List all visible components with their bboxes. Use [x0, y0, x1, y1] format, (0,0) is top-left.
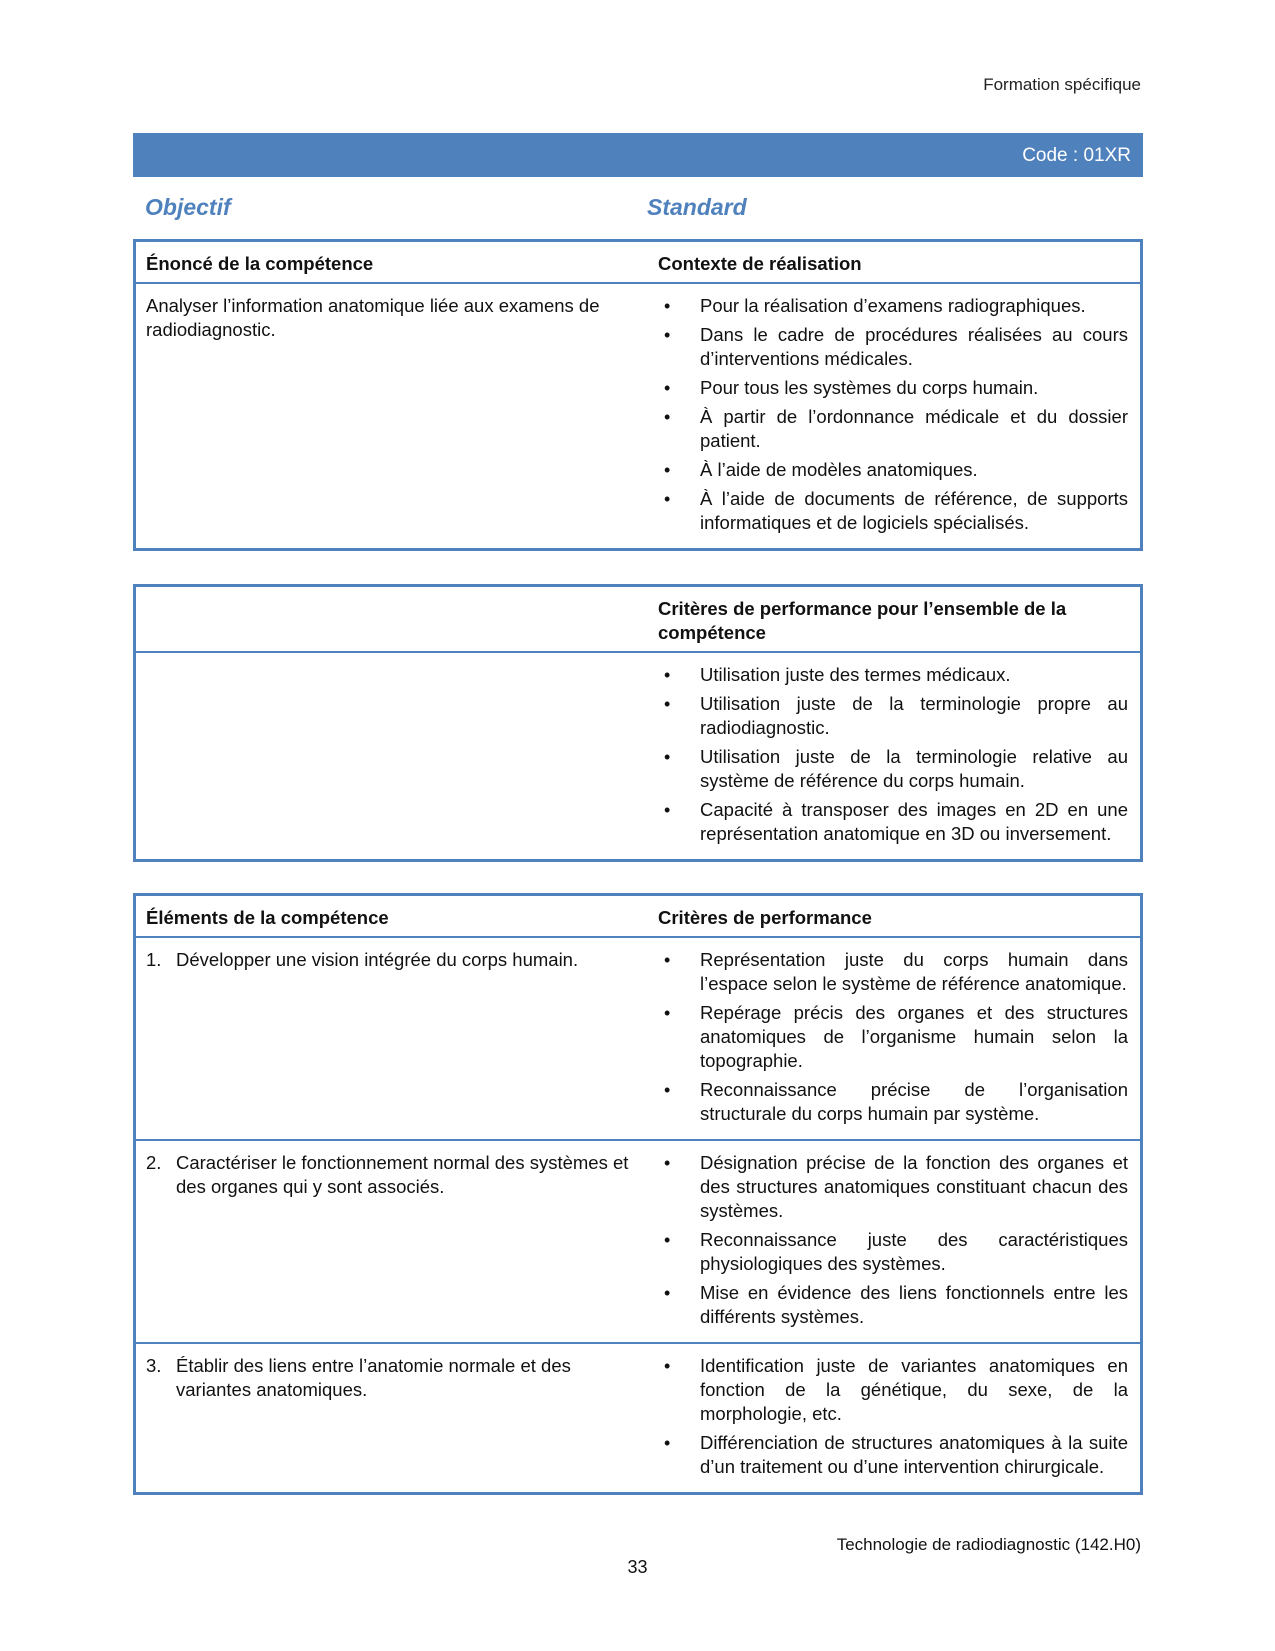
element-item: [146, 1151, 646, 1199]
contexte-header: Contexte de réalisation: [658, 241, 1142, 284]
list-item: • Utilisation juste de la terminologie relative au système de référence du corps humain.: [658, 745, 1128, 793]
table-row: [135, 937, 1142, 1140]
criteres-ensemble-header: Critères de performance pour l’ensemble de la compétence: [658, 586, 1142, 653]
list-item: • Différenciation de structures anatomiques à la suite d’un traitement ou d’une intervention chirurgicale.: [658, 1431, 1128, 1479]
table-row: [135, 1140, 1142, 1343]
criteres-ensemble-list: [658, 663, 1128, 846]
element-text: Caractériser le fonctionnement normal des systèmes et des organes qui y sont associés.: [176, 1152, 629, 1197]
element-number: 2.: [146, 1152, 162, 1173]
criteres-ensemble-table: [133, 584, 1143, 862]
element-number: 1.: [146, 949, 162, 970]
list-item: • Reconnaissance précise de l’organisation structurale du corps humain par système.: [658, 1078, 1128, 1126]
element-text: Développer une vision intégrée du corps humain.: [176, 949, 579, 970]
code-bar: [133, 133, 1143, 177]
list-item: • Mise en évidence des liens fonctionnels entre les différents systèmes.: [658, 1281, 1128, 1329]
competence-table: [133, 239, 1143, 551]
objectif-title: Objectif: [145, 194, 231, 220]
list-item: • À l’aide de modèles anatomiques.: [658, 458, 1128, 482]
element-item: [146, 1354, 646, 1402]
list-item: • Capacité à transposer des images en 2D en une représentation anatomique en 3D ou inversement.: [658, 798, 1128, 846]
table-row: [135, 1343, 1142, 1494]
standard-title: Standard: [647, 194, 747, 220]
elements-header: Éléments de la compétence: [135, 895, 659, 938]
list-item: • Utilisation juste des termes médicaux.: [658, 663, 1128, 687]
list-item: • Désignation précise de la fonction des organes et des structures anatomiques constituant chacun des systèmes.: [658, 1151, 1128, 1223]
header-formation: Formation spécifique: [983, 75, 1141, 94]
section-titles: [145, 194, 1135, 224]
list-item: • Identification juste de variantes anatomiques en fonction de la génétique, du sexe, de la morphologie, etc.: [658, 1354, 1128, 1426]
competence-code: Code : 01XR: [1022, 145, 1131, 166]
list-item: • Dans le cadre de procédures réalisées au cours d’interventions médicales.: [658, 323, 1128, 371]
list-item: • À l’aide de documents de référence, de supports informatiques et de logiciels spécialisés.: [658, 487, 1128, 535]
list-item: • Repérage précis des organes et des structures anatomiques de l’organisme humain selon la topographie.: [658, 1001, 1128, 1073]
criteres-header: Critères de performance: [658, 895, 1142, 938]
element-item: [146, 948, 646, 972]
element-text: Établir des liens entre l’anatomie normale et des variantes anatomiques.: [176, 1355, 571, 1400]
list-item: • Pour tous les systèmes du corps humain.: [658, 376, 1128, 400]
criteres-list: [658, 948, 1128, 1126]
contexte-list: [658, 294, 1128, 535]
criteres-list: [658, 1354, 1128, 1479]
list-item: • Reconnaissance juste des caractéristiques physiologiques des systèmes.: [658, 1228, 1128, 1276]
page-number: 33: [627, 1557, 648, 1577]
enonce-header: Énoncé de la compétence: [135, 241, 659, 284]
list-item: • À partir de l’ordonnance médicale et du dossier patient.: [658, 405, 1128, 453]
criteres-list: [658, 1151, 1128, 1329]
list-item: • Représentation juste du corps humain dans l’espace selon le système de référence anatomique.: [658, 948, 1128, 996]
list-item: • Utilisation juste de la terminologie propre au radiodiagnostic.: [658, 692, 1128, 740]
list-item: • Pour la réalisation d’examens radiographiques.: [658, 294, 1128, 318]
element-number: 3.: [146, 1355, 162, 1376]
footer-program: Technologie de radiodiagnostic (142.H0): [836, 1535, 1141, 1554]
enonce-text: Analyser l’information anatomique liée aux examens de radiodiagnostic.: [146, 295, 600, 340]
elements-table: [133, 893, 1143, 1495]
